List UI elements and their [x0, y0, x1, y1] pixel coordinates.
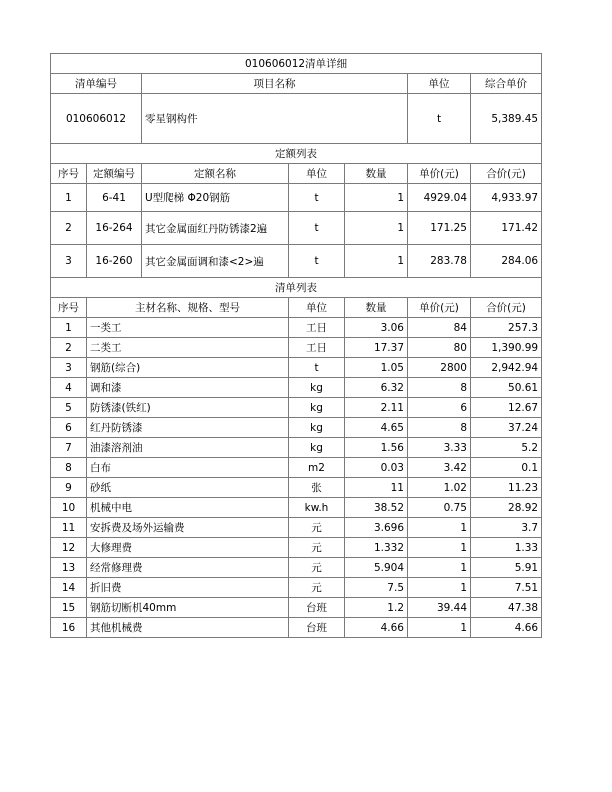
bill-code: 010606012	[51, 94, 142, 144]
quota-qty-header: 数量	[345, 164, 408, 184]
quota-no: 2	[51, 212, 87, 245]
material-price: 3.42	[408, 458, 471, 478]
quota-price: 4929.04	[408, 184, 471, 212]
material-name: 红丹防锈漆	[87, 418, 289, 438]
material-no: 8	[51, 458, 87, 478]
bill-unit: t	[408, 94, 471, 144]
material-total: 50.61	[471, 378, 542, 398]
material-qty: 6.32	[345, 378, 408, 398]
material-row	[51, 378, 542, 398]
material-price: 39.44	[408, 598, 471, 618]
table-title: 010606012清单详细	[51, 54, 542, 74]
material-total: 5.91	[471, 558, 542, 578]
material-total-header: 合价(元)	[471, 298, 542, 318]
material-price: 8	[408, 378, 471, 398]
quota-header-row	[51, 164, 542, 184]
material-name-header: 主材名称、规格、型号	[87, 298, 289, 318]
material-total: 4.66	[471, 618, 542, 638]
material-qty: 4.66	[345, 618, 408, 638]
material-no: 3	[51, 358, 87, 378]
material-price: 1	[408, 538, 471, 558]
material-row	[51, 558, 542, 578]
material-no: 5	[51, 398, 87, 418]
material-qty: 7.5	[345, 578, 408, 598]
bill-name-header: 项目名称	[142, 74, 408, 94]
material-total: 11.23	[471, 478, 542, 498]
material-unit-header: 单位	[289, 298, 345, 318]
material-row	[51, 478, 542, 498]
material-unit: kg	[289, 398, 345, 418]
quota-name-header: 定额名称	[142, 164, 289, 184]
bill-price-header: 综合单价	[471, 74, 542, 94]
quota-code-header: 定额编号	[87, 164, 142, 184]
quota-qty: 1	[345, 184, 408, 212]
material-unit: 张	[289, 478, 345, 498]
material-row	[51, 318, 542, 338]
material-row	[51, 358, 542, 378]
material-name: 钢筋(综合)	[87, 358, 289, 378]
quota-section-row	[51, 144, 542, 164]
material-name: 经常修理费	[87, 558, 289, 578]
material-total: 5.2	[471, 438, 542, 458]
material-price: 1	[408, 558, 471, 578]
material-no: 13	[51, 558, 87, 578]
material-row	[51, 498, 542, 518]
bill-detail-table	[50, 53, 542, 638]
quota-name: U型爬梯 Φ20钢筋	[142, 184, 289, 212]
material-unit: 元	[289, 538, 345, 558]
quota-price: 283.78	[408, 245, 471, 278]
quota-row	[51, 184, 542, 212]
material-name: 大修理费	[87, 538, 289, 558]
bill-header-row	[51, 74, 542, 94]
material-no: 2	[51, 338, 87, 358]
material-unit: kg	[289, 378, 345, 398]
material-name: 机械中电	[87, 498, 289, 518]
material-name: 白布	[87, 458, 289, 478]
quota-unit: t	[289, 212, 345, 245]
material-total: 0.1	[471, 458, 542, 478]
material-price: 0.75	[408, 498, 471, 518]
quota-unit: t	[289, 184, 345, 212]
material-total: 28.92	[471, 498, 542, 518]
material-row	[51, 518, 542, 538]
material-row	[51, 598, 542, 618]
material-qty: 11	[345, 478, 408, 498]
bill-row	[51, 94, 542, 144]
quota-row	[51, 245, 542, 278]
material-name: 油漆溶剂油	[87, 438, 289, 458]
material-name: 折旧费	[87, 578, 289, 598]
material-unit: kw.h	[289, 498, 345, 518]
material-unit: kg	[289, 438, 345, 458]
material-unit: 台班	[289, 618, 345, 638]
material-total: 47.38	[471, 598, 542, 618]
material-unit: t	[289, 358, 345, 378]
material-qty: 38.52	[345, 498, 408, 518]
material-qty: 1.56	[345, 438, 408, 458]
bill-code-header: 清单编号	[51, 74, 142, 94]
material-price: 1	[408, 518, 471, 538]
material-no: 14	[51, 578, 87, 598]
material-name: 安拆费及场外运输费	[87, 518, 289, 538]
material-name: 钢筋切断机40mm	[87, 598, 289, 618]
material-unit: 台班	[289, 598, 345, 618]
material-qty: 1.332	[345, 538, 408, 558]
quota-price-header: 单价(元)	[408, 164, 471, 184]
quota-row	[51, 212, 542, 245]
material-no: 10	[51, 498, 87, 518]
material-unit: 元	[289, 518, 345, 538]
material-total: 257.3	[471, 318, 542, 338]
material-no: 12	[51, 538, 87, 558]
quota-code: 16-264	[87, 212, 142, 245]
material-row	[51, 618, 542, 638]
material-total: 37.24	[471, 418, 542, 438]
material-row	[51, 578, 542, 598]
quota-code: 16-260	[87, 245, 142, 278]
material-unit: 元	[289, 578, 345, 598]
material-unit: m2	[289, 458, 345, 478]
material-qty-header: 数量	[345, 298, 408, 318]
material-row	[51, 398, 542, 418]
material-qty: 1.2	[345, 598, 408, 618]
quota-total: 171.42	[471, 212, 542, 245]
material-unit: kg	[289, 418, 345, 438]
material-name: 砂纸	[87, 478, 289, 498]
material-no: 4	[51, 378, 87, 398]
material-qty: 0.03	[345, 458, 408, 478]
quota-qty: 1	[345, 212, 408, 245]
material-price: 80	[408, 338, 471, 358]
quota-no: 1	[51, 184, 87, 212]
quota-qty: 1	[345, 245, 408, 278]
material-qty: 17.37	[345, 338, 408, 358]
material-name: 其他机械费	[87, 618, 289, 638]
material-price: 3.33	[408, 438, 471, 458]
quota-total: 4,933.97	[471, 184, 542, 212]
material-price: 6	[408, 398, 471, 418]
material-header-row	[51, 298, 542, 318]
quota-unit-header: 单位	[289, 164, 345, 184]
material-name: 调和漆	[87, 378, 289, 398]
material-unit: 工日	[289, 338, 345, 358]
material-qty: 3.696	[345, 518, 408, 538]
material-price: 1	[408, 578, 471, 598]
material-no: 7	[51, 438, 87, 458]
material-qty: 2.11	[345, 398, 408, 418]
quota-no: 3	[51, 245, 87, 278]
material-total: 12.67	[471, 398, 542, 418]
bill-unit-header: 单位	[408, 74, 471, 94]
quota-price: 171.25	[408, 212, 471, 245]
material-no-header: 序号	[51, 298, 87, 318]
bill-price: 5,389.45	[471, 94, 542, 144]
material-total: 2,942.94	[471, 358, 542, 378]
material-no: 16	[51, 618, 87, 638]
material-no: 15	[51, 598, 87, 618]
material-qty: 3.06	[345, 318, 408, 338]
table-body	[51, 54, 542, 638]
material-qty: 4.65	[345, 418, 408, 438]
material-total: 7.51	[471, 578, 542, 598]
material-no: 1	[51, 318, 87, 338]
material-price: 1	[408, 618, 471, 638]
material-price-header: 单价(元)	[408, 298, 471, 318]
material-total: 3.7	[471, 518, 542, 538]
title-row	[51, 54, 542, 74]
material-price: 84	[408, 318, 471, 338]
quota-name: 其它金属面调和漆<2>遍	[142, 245, 289, 278]
material-qty: 1.05	[345, 358, 408, 378]
material-row	[51, 418, 542, 438]
material-section-row	[51, 278, 542, 298]
material-price: 2800	[408, 358, 471, 378]
quota-total: 284.06	[471, 245, 542, 278]
material-row	[51, 338, 542, 358]
material-no: 11	[51, 518, 87, 538]
material-name: 二类工	[87, 338, 289, 358]
quota-code: 6-41	[87, 184, 142, 212]
material-name: 一类工	[87, 318, 289, 338]
material-unit: 元	[289, 558, 345, 578]
bill-name: 零星钢构件	[142, 94, 408, 144]
material-no: 6	[51, 418, 87, 438]
material-name: 防锈漆(铁红)	[87, 398, 289, 418]
material-section-title: 清单列表	[51, 278, 542, 298]
material-qty: 5.904	[345, 558, 408, 578]
quota-total-header: 合价(元)	[471, 164, 542, 184]
quota-no-header: 序号	[51, 164, 87, 184]
material-total: 1,390.99	[471, 338, 542, 358]
material-unit: 工日	[289, 318, 345, 338]
material-price: 1.02	[408, 478, 471, 498]
material-row	[51, 538, 542, 558]
material-price: 8	[408, 418, 471, 438]
material-no: 9	[51, 478, 87, 498]
material-total: 1.33	[471, 538, 542, 558]
quota-name: 其它金属面红丹防锈漆2遍	[142, 212, 289, 245]
quota-section-title: 定额列表	[51, 144, 542, 164]
material-row	[51, 438, 542, 458]
quota-unit: t	[289, 245, 345, 278]
material-row	[51, 458, 542, 478]
